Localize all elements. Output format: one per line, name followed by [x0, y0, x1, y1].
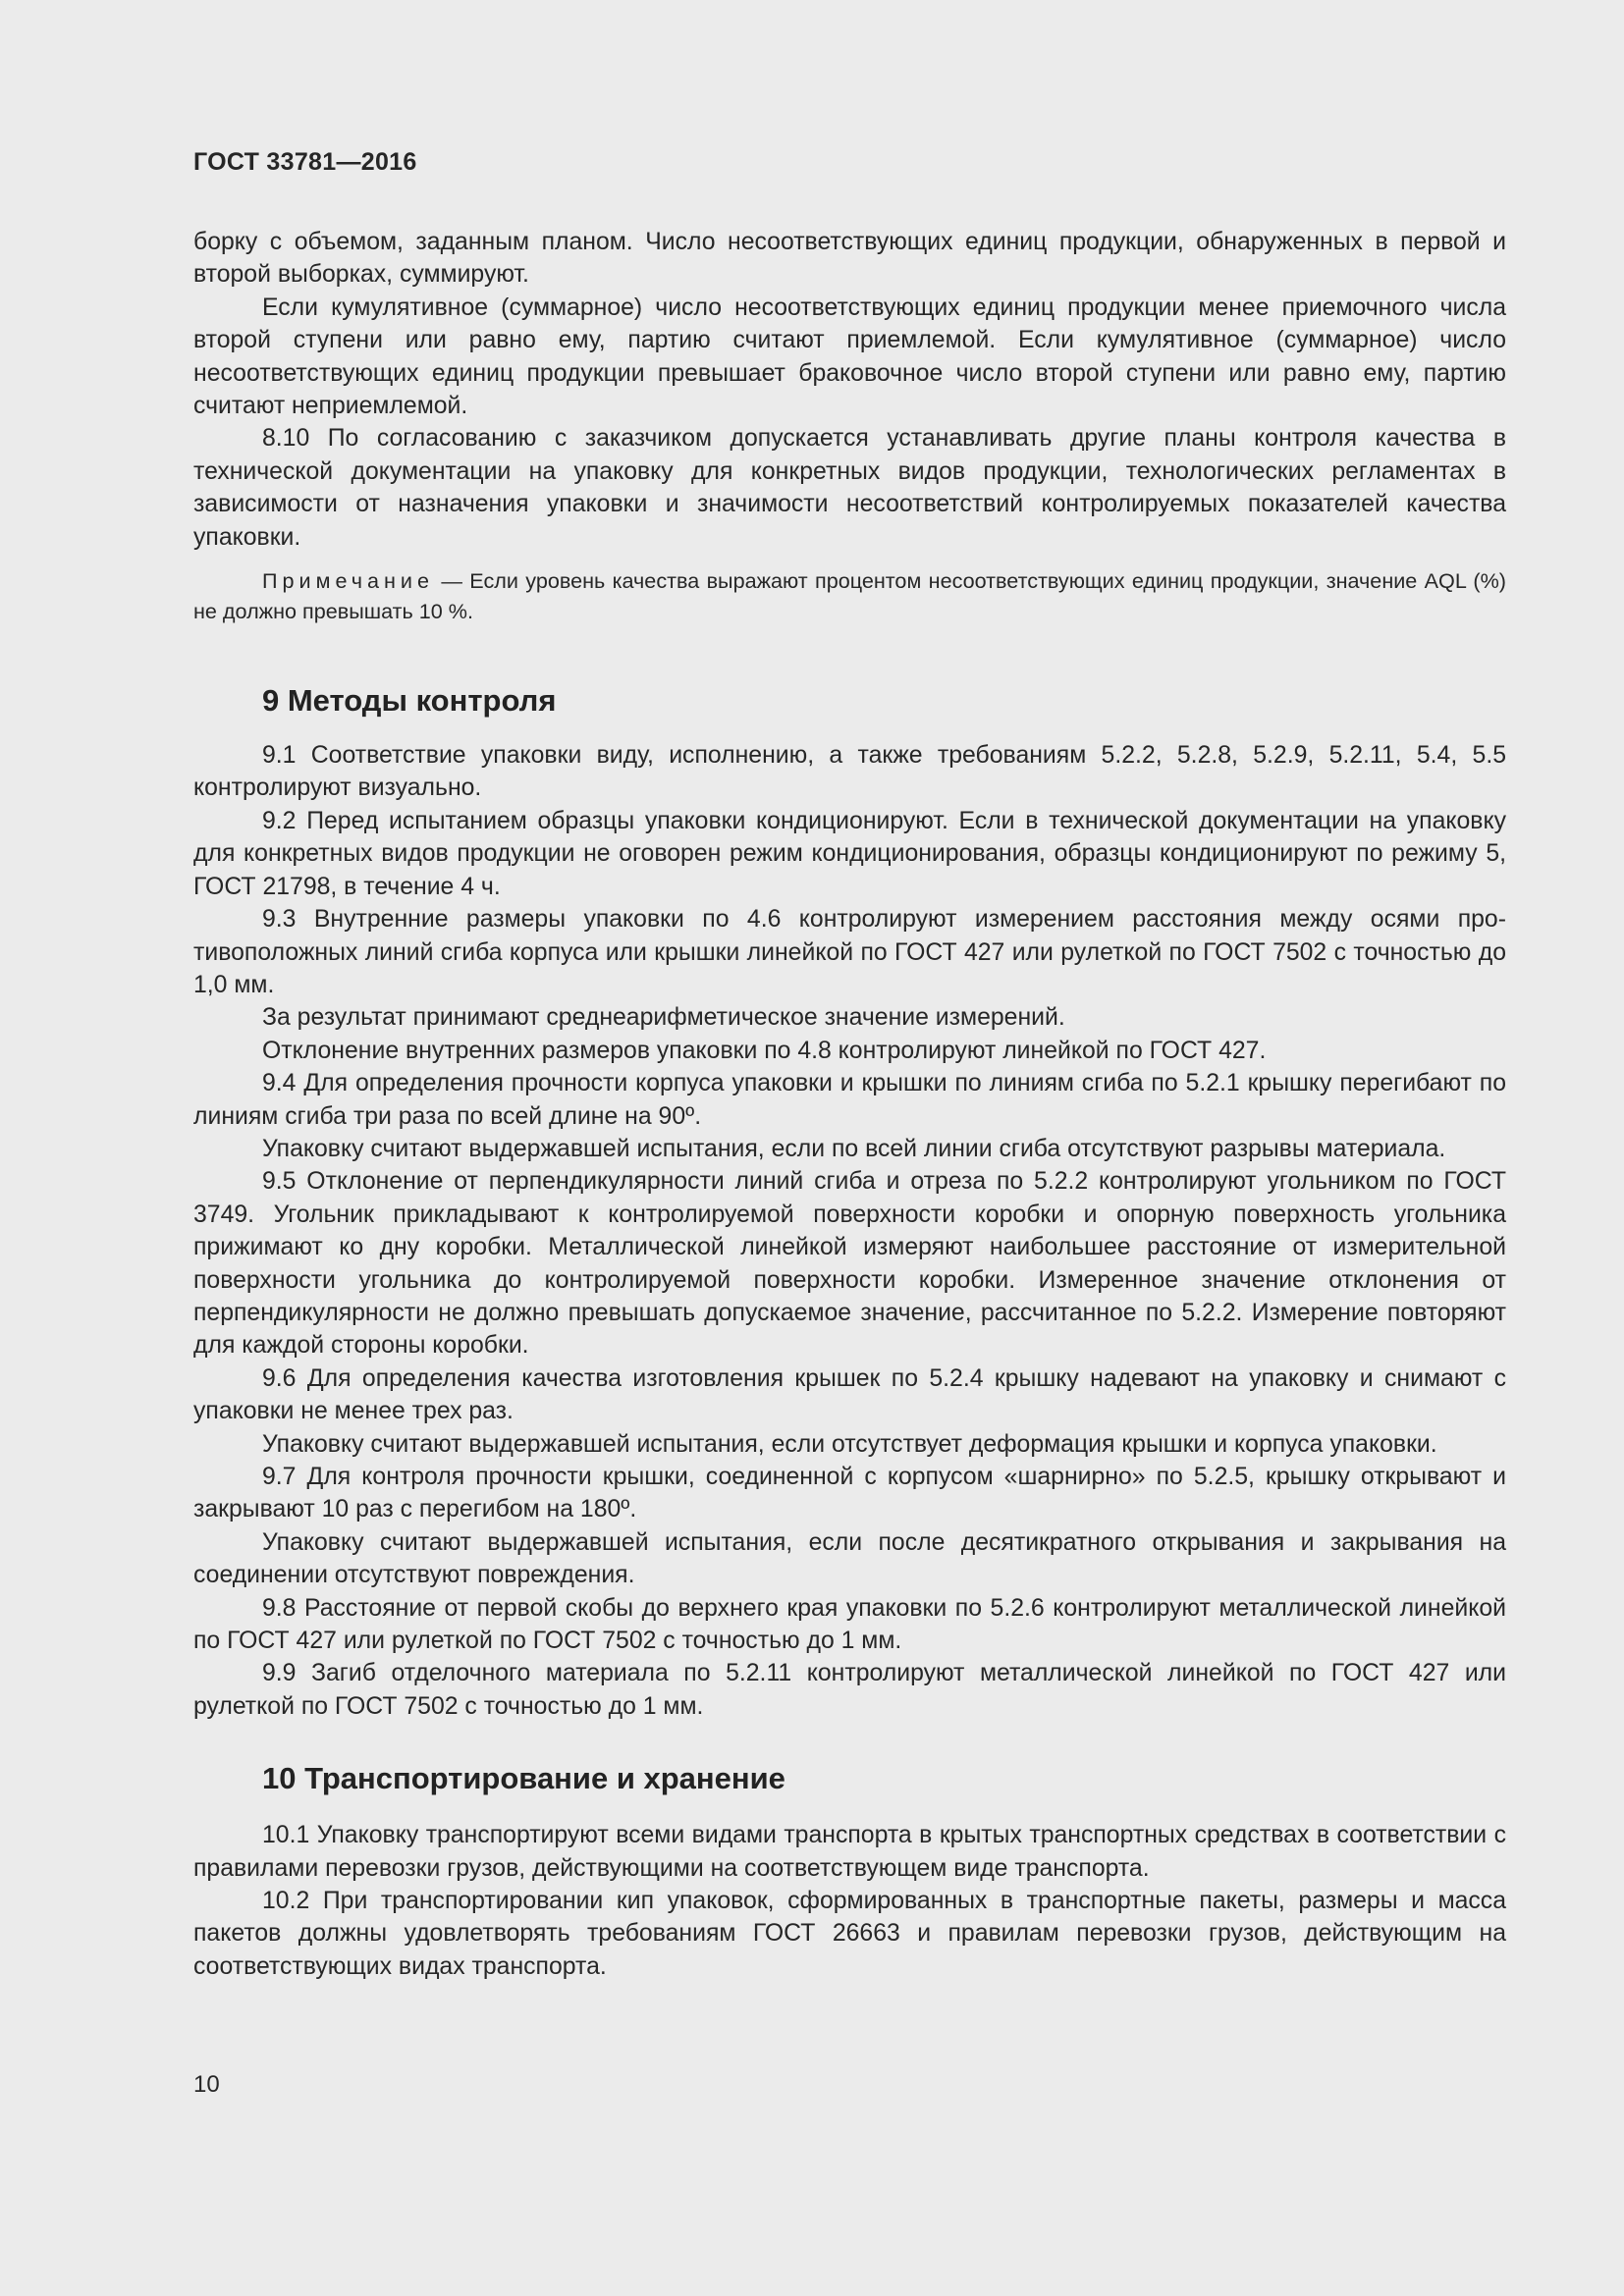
paragraph-9-5: 9.5 Отклонение от перпендикулярности линий сгиба и отреза по 5.2.2 контролируют угольником по ГОСТ 3749. Угольник прикладывают к контролируемой поверхности коробки и опорную поверхность угольника прижимают ко дну коробки. Металлической линейкой измеряют наибольшее расстояние от измерительной поверхности угольника до контролируемой поверхности коробки. Измеренное значение отклонения от перпендикулярности не должно превышать допускаемое значение, рассчитанное по 5.2.2. Измерение повторяют для каждой стороны коробки.	[193, 1168, 1506, 1360]
paragraph-intro-continuation: борку с объемом, заданным планом. Число несоответствующих единиц продукции, обнаруженных в первой и второй выборках, суммируют.	[193, 229, 1506, 289]
document-header: ГОСТ 33781—2016	[193, 148, 417, 176]
note-label: Примечание	[262, 568, 434, 594]
paragraph-8-10: 8.10 По согласованию с заказчиком допускается устанавливать другие планы контроля качества в технической документации на упаковку для конкретных видов продукции, технологических регламентах в зависимости от назначения упаковки и значимости несоответствий контролируемых показателей качества упаковки.	[193, 425, 1506, 551]
paragraph-9-1: 9.1 Соответствие упаковки виду, исполнению, а также требованиям 5.2.2, 5.2.8, 5.2.9, 5.2.11, 5.4, 5.5 контролируют визуально.	[193, 742, 1506, 802]
paragraph-10-2: 10.2 При транспортировании кип упаковок, сформированных в транспортные пакеты, размеры и масса пакетов должны удовлетворять требованиям ГОСТ 26663 и правилам перевозки грузов, действующим на соответствующих видах транспорта.	[193, 1888, 1506, 1980]
paragraph-10-1: 10.1 Упаковку транспортируют всеми видами транспорта в крытых транспортных средствах в соответствии с правилами перевозки грузов, действующими на соответствующем виде транспорта.	[193, 1822, 1506, 1882]
paragraph-9-4: 9.4 Для определения прочности корпуса упаковки и крышки по линиям сгиба по 5.2.1 крышку перегибают по линиям сгиба три раза по всей длине на 90º.	[193, 1070, 1506, 1130]
section-10-heading: 10 Транспортирование и хранение	[262, 1761, 785, 1796]
paragraph-9-3-deviation: Отклонение внутренних размеров упаковки по 4.8 контролируют линейкой по ГОСТ 427.	[262, 1037, 1267, 1064]
page-number: 10	[193, 2071, 220, 2098]
section-9-heading: 9 Методы контроля	[262, 683, 557, 719]
paragraph-9-4-result: Упаковку считают выдержавшей испытания, если по всей линии сгиба отсутствуют разрывы материала.	[262, 1135, 1446, 1162]
paragraph-9-6: 9.6 Для определения качества изготовления крышек по 5.2.4 крышку надевают на упаковку и снимают с упаковки не менее трех раз.	[193, 1364, 1506, 1425]
paragraph-9-2: 9.2 Перед испытанием образцы упаковки кондиционируют. Если в технической документации на упаковку для конкретных видов продукции не оговорен режим кондиционирования, образцы кондиционируют по режиму 5, ГОСТ 21798, в течение 4 ч.	[193, 807, 1506, 900]
note	[193, 565, 1506, 626]
document-body	[193, 226, 1506, 1983]
paragraph-9-3: 9.3 Внутренние размеры упаковки по 4.6 контролируют измерением расстояния между осями противоположных линий сгиба корпуса или крышки линейкой по ГОСТ 427 или рулеткой по ГОСТ 7502 с точностью до 1,0 мм.	[193, 906, 1506, 998]
paragraph-9-7-result: Упаковку считают выдержавшей испытания, если после десятикратного открывания и закрывания на соединении отсутствуют повреждения.	[193, 1528, 1506, 1589]
paragraph-9-6-result: Упаковку считают выдержавшей испытания, если отсутствует деформация крышки и корпуса упаковки.	[262, 1430, 1437, 1458]
note-text: — Если уровень качества выражают процентом несоответствующих единиц продукции, значение AQL (%) не должно превышать 10 %.	[193, 568, 1506, 624]
paragraph-9-8: 9.8 Расстояние от первой скобы до верхнего края упаковки по 5.2.6 контролируют металлической линейкой по ГОСТ 427 или рулеткой по ГОСТ 7502 с точностью до 1 мм.	[193, 1594, 1506, 1655]
paragraph-cumulative: Если кумулятивное (суммарное) число несоответствующих единиц продукции менее приемочного числа второй ступени или равно ему, партию считают приемлемой. Если кумулятивное (суммарное) число несоответствующих единиц продукции превышает браковочное число второй ступени или равно ему, партию считают неприемлемой.	[193, 294, 1506, 420]
paragraph-9-9: 9.9 Загиб отделочного материала по 5.2.11 контролируют металлической линейкой по ГОСТ 427 или рулеткой по ГОСТ 7502 с точностью до 1 мм.	[193, 1660, 1506, 1720]
paragraph-9-7: 9.7 Для контроля прочности крышки, соединенной с корпусом «шарнирно» по 5.2.5, крышку открывают и закрывают 10 раз с перегибом на 180º.	[193, 1464, 1506, 1523]
paragraph-9-3-result: За результат принимают среднеарифметическое значение измерений.	[262, 1004, 1065, 1032]
